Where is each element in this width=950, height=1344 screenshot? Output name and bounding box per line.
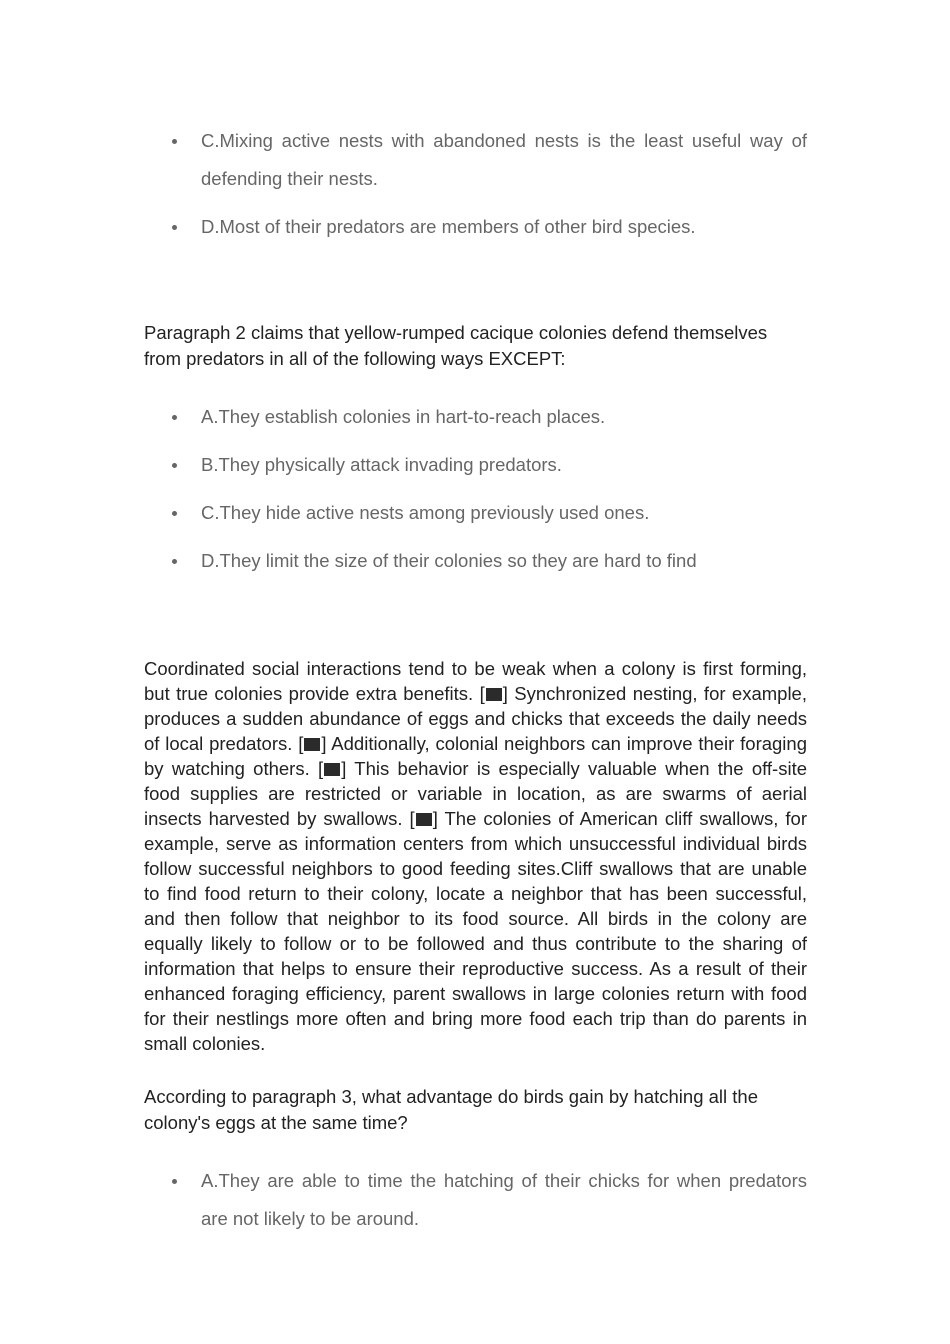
- bullet-icon: [172, 1179, 177, 1184]
- option-b[interactable]: [144, 446, 807, 484]
- bullet-icon: [172, 415, 177, 420]
- insert-square-icon[interactable]: [304, 738, 320, 751]
- option-a[interactable]: [144, 398, 807, 436]
- passage-text: ] Additionally, colonial neighbors can improve their foraging by watching others. [: [144, 733, 807, 779]
- option-d[interactable]: [144, 208, 807, 246]
- document-page: [144, 0, 807, 1238]
- insert-square-icon[interactable]: [324, 763, 340, 776]
- bullet-icon: [172, 139, 177, 144]
- passage-text: ] Synchronized nesting, for example, produces a sudden abundance of eggs and chicks that exceeds the daily needs of local predators. [: [144, 683, 807, 754]
- option-a[interactable]: [144, 1162, 807, 1238]
- insert-square-icon[interactable]: [486, 688, 502, 701]
- option-text: A.They establish colonies in hart-to-reach places.: [201, 406, 606, 427]
- option-text: B.They physically attack invading predators.: [201, 454, 562, 475]
- question-paragraph-3: According to paragraph 3, what advantage do birds gain by hatching all the colony's eggs at the same time?: [144, 1086, 758, 1133]
- paragraph-2-options: [144, 398, 807, 580]
- option-d[interactable]: [144, 542, 807, 580]
- passage-text: ] This behavior is especially valuable when the off-site food supplies are restricted or variable in location, as are swarms of aerial insects harvested by swallows. [: [144, 758, 808, 829]
- bullet-icon: [172, 225, 177, 230]
- passage-text: ] The colonies of American cliff swallows, for example, serve as information centers from which unsuccessful individual birds follow successful neighbors to good feeding sites.Cliff swallows that are unable to find food return to their colony, locate a neighbor that has been successful, and then follow that neighbor to its food source. All birds in the colony are equally likely to follow or to be followed and thus contribute to the sharing of information that helps to ensure their reproductive success. As a result of their enhanced foraging efficiency, parent swallows in large colonies return with food for their nestlings more often and bring more food each trip than do parents in small colonies.: [144, 808, 807, 1054]
- option-text: C.They hide active nests among previously used ones.: [201, 502, 650, 523]
- insert-square-icon[interactable]: [416, 813, 432, 826]
- option-text: D.Most of their predators are members of other bird species.: [201, 216, 696, 237]
- option-c[interactable]: [144, 494, 807, 532]
- bullet-icon: [172, 511, 177, 516]
- paragraph-3-options: [144, 1162, 807, 1238]
- option-text: D.They limit the size of their colonies so they are hard to find: [201, 550, 697, 571]
- bullet-icon: [172, 463, 177, 468]
- option-c[interactable]: [144, 122, 807, 198]
- bullet-icon: [172, 559, 177, 564]
- option-text: C.Mixing active nests with abandoned nests is the least useful way of defending their nests.: [201, 130, 807, 189]
- question-paragraph-2: Paragraph 2 claims that yellow-rumped cacique colonies defend themselves from predators in all of the following ways EXCEPT:: [144, 322, 768, 369]
- previous-question-options: [144, 122, 807, 246]
- passage-text: Coordinated social interactions tend to be weak when a colony is first forming, but true colonies provide extra benefits. [: [144, 658, 807, 704]
- paragraph-3-passage: [144, 656, 807, 1056]
- option-text: A.They are able to time the hatching of their chicks for when predators are not likely to be around.: [201, 1170, 807, 1229]
